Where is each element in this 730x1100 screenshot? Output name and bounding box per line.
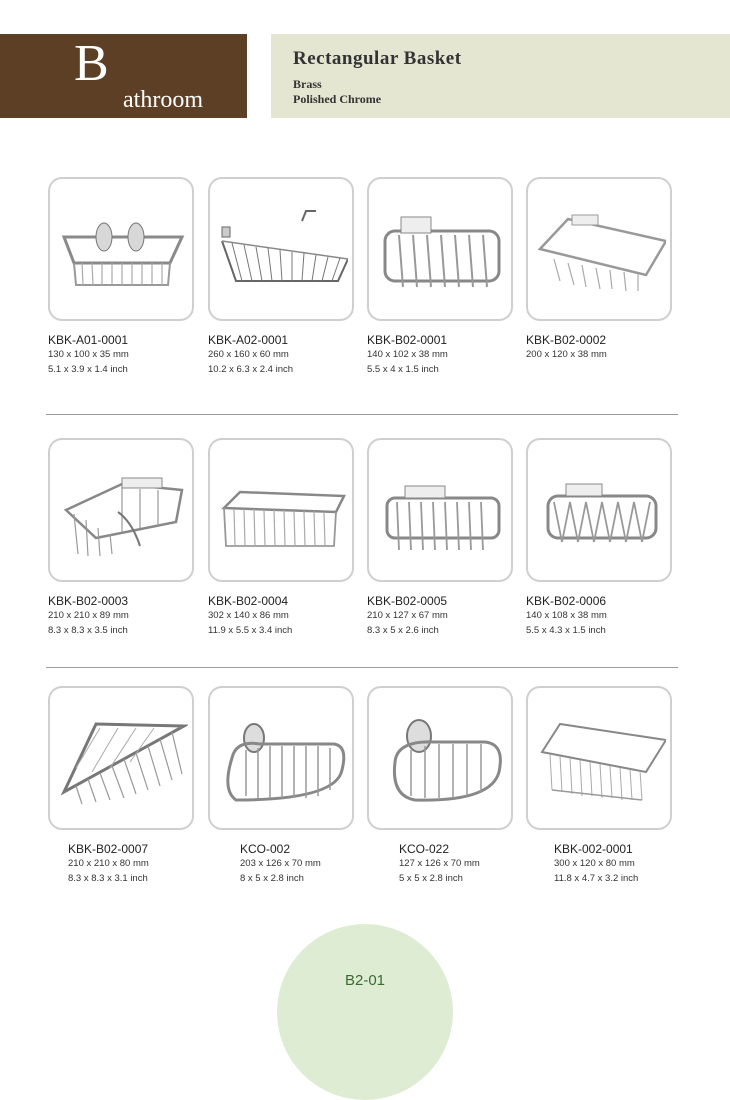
product-code: KBK-B02-0005 [367,594,448,608]
page-number: B2-01 [344,972,386,989]
basket-image [375,462,507,558]
row-divider [46,667,678,668]
basket-image [375,710,507,806]
product-code: KBK-002-0001 [554,842,633,856]
product-dimension-mm: 203 x 126 x 70 mm [240,858,321,869]
page-title: Rectangular Basket [293,48,462,69]
product-code: KBK-B02-0002 [526,333,607,347]
product-dimension-mm: 127 x 126 x 70 mm [399,858,480,869]
page-number-badge [277,924,453,1100]
product-photo[interactable] [526,177,672,321]
product-code: KCO-002 [240,842,291,856]
product-code: KBK-A01-0001 [48,333,129,347]
product-code: KBK-B02-0001 [367,333,448,347]
product-dimension-mm: 140 x 108 x 38 mm [526,610,607,621]
product-code: KCO-022 [399,842,450,856]
product-photo[interactable] [526,438,672,582]
basket-image [216,201,348,297]
product-photo[interactable] [48,177,194,321]
brand-word: athroom [123,87,203,113]
product-dimension-mm: 210 x 210 x 80 mm [68,858,149,869]
product-dimension-inch: 5.1 x 3.9 x 1.4 inch [48,364,128,375]
basket-image [56,710,188,806]
product-photo[interactable] [48,686,194,830]
product-code: KBK-A02-0001 [208,333,289,347]
basket-image [216,462,348,558]
material-brass: Brass [293,77,322,91]
brand-block [0,34,247,131]
product-photo[interactable] [367,686,513,830]
row-divider [46,414,678,415]
product-dimension-mm: 210 x 210 x 89 mm [48,610,129,621]
product-dimension-inch: 8.3 x 8.3 x 3.1 inch [68,873,148,884]
product-dimension-inch: 8.3 x 8.3 x 3.5 inch [48,625,128,636]
product-dimension-inch: 5.5 x 4.3 x 1.5 inch [526,625,606,636]
brand-initial: B [74,35,109,92]
material-chrome: Polished Chrome [293,92,382,106]
product-dimension-inch: 5 x 5 x 2.8 inch [399,873,463,884]
product-code: KBK-B02-0004 [208,594,289,608]
brand-subtitle: Accessories [150,116,221,131]
basket-image [534,710,666,806]
basket-image [56,462,188,558]
product-code: KBK-B02-0003 [48,594,129,608]
product-dimension-inch: 5.5 x 4 x 1.5 inch [367,364,439,375]
product-photo[interactable] [208,438,354,582]
title-bar [271,34,730,118]
product-dimension-mm: 300 x 120 x 80 mm [554,858,635,869]
product-dimension-mm: 302 x 140 x 86 mm [208,610,289,621]
product-dimension-inch: 11.8 x 4.7 x 3.2 inch [554,873,639,884]
product-dimension-inch: 11.9 x 5.5 x 3.4 inch [208,625,293,636]
product-dimension-mm: 210 x 127 x 67 mm [367,610,448,621]
product-dimension-mm: 260 x 160 x 60 mm [208,349,289,360]
product-dimension-inch: 8 x 5 x 2.8 inch [240,873,304,884]
product-photo[interactable] [367,177,513,321]
product-photo[interactable] [526,686,672,830]
basket-image [534,201,666,297]
product-dimension-mm: 200 x 120 x 38 mm [526,349,607,360]
product-photo[interactable] [367,438,513,582]
product-photo[interactable] [48,438,194,582]
product-dimension-mm: 130 x 100 x 35 mm [48,349,129,360]
basket-image [534,462,666,558]
product-dimension-mm: 140 x 102 x 38 mm [367,349,448,360]
product-photo[interactable] [208,177,354,321]
basket-image [216,710,348,806]
product-photo[interactable] [208,686,354,830]
basket-image [56,201,188,297]
basket-image [375,201,507,297]
product-dimension-inch: 8.3 x 5 x 2.6 inch [367,625,439,636]
product-code: KBK-B02-0006 [526,594,607,608]
product-dimension-inch: 10.2 x 6.3 x 2.4 inch [208,364,294,375]
product-code: KBK-B02-0007 [68,842,149,856]
